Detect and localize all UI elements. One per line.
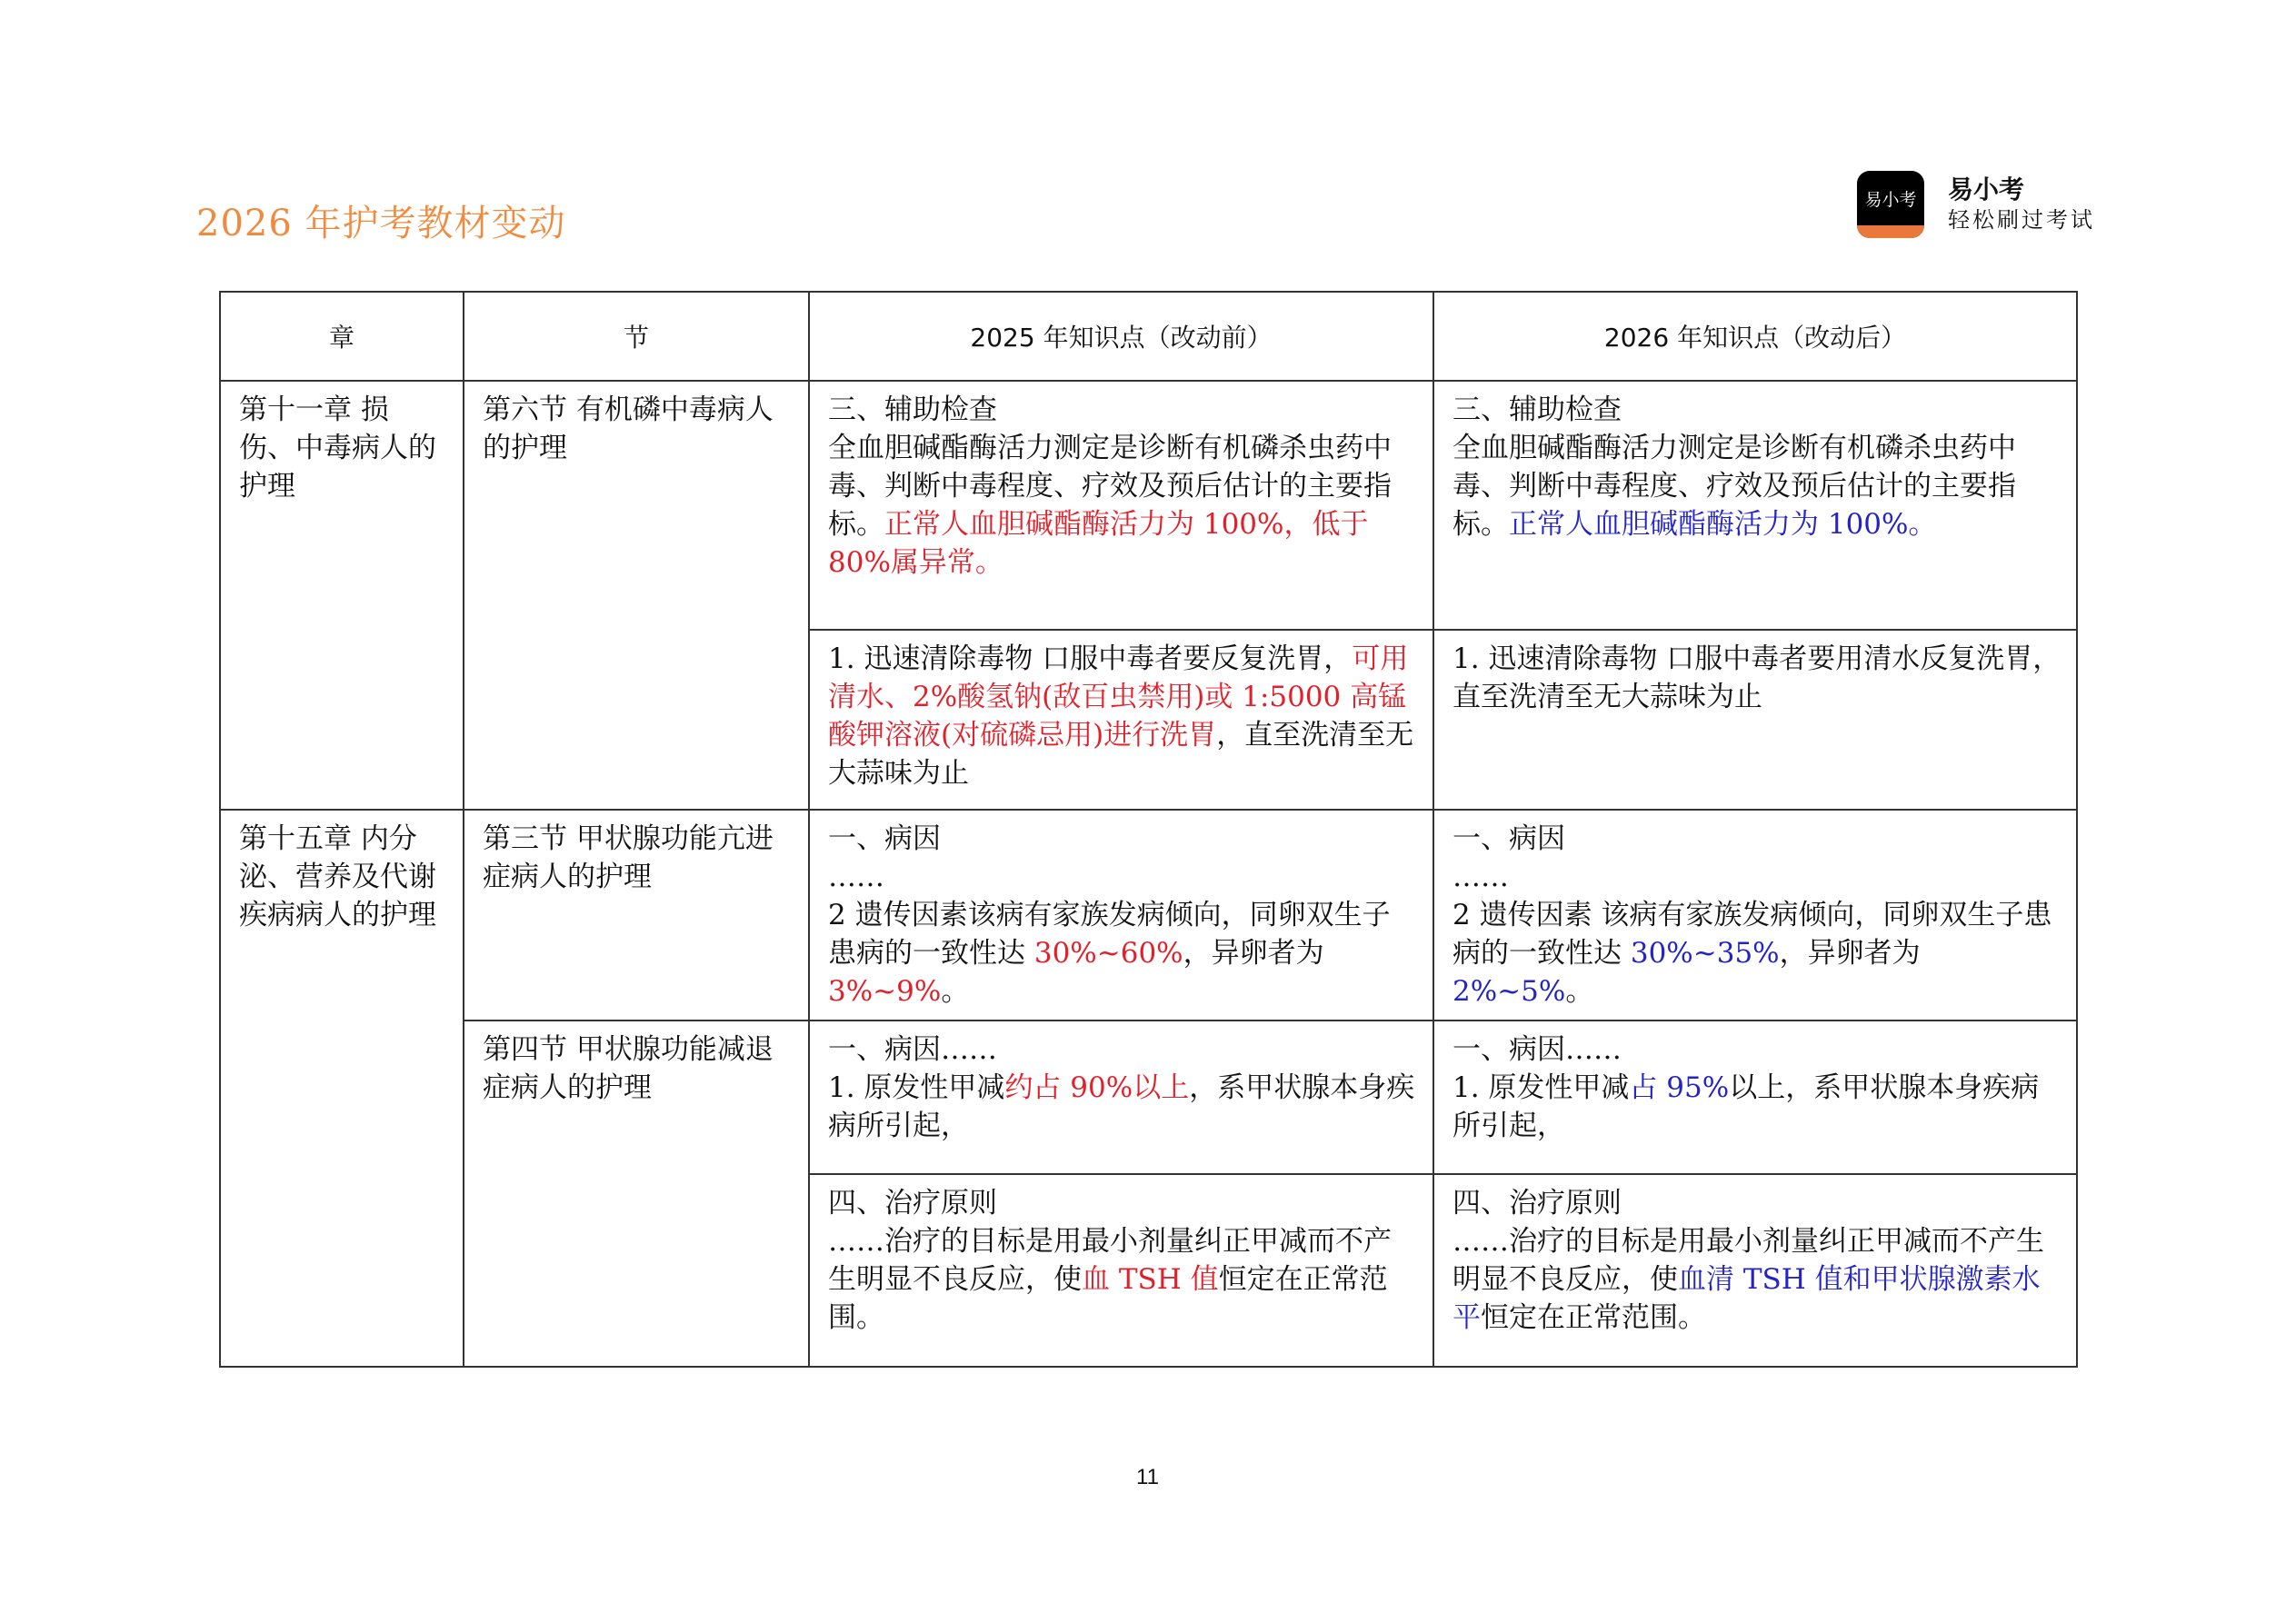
text-run: 全血胆碱酯酶活力测定是诊断有机磷杀虫药中毒、判断中毒程度、疗效及预后估计的主要指标。 — [1452, 432, 2016, 541]
removed-text-run: 3%~9% — [828, 975, 942, 1008]
removed-text-run: 约占 90%以上 — [1004, 1071, 1190, 1104]
brand-slogan: 轻松刷过考试 — [1948, 207, 2095, 233]
text-run: 三、辅助检查 — [1452, 393, 1622, 426]
removed-text-run: 正常人血胆碱酯酶活力为 100%，低于 80%属异常。 — [828, 508, 1369, 579]
text-run: 1. 原发性甲减 — [1452, 1071, 1630, 1104]
text-run: 全血胆碱酯酶活力测定是诊断有机磷杀虫药中毒、判断中毒程度、疗效及预后估计的主要指标。 — [828, 432, 1392, 541]
changes-table — [219, 291, 2078, 1368]
table-header-row — [220, 292, 2077, 381]
brand-logo-icon — [1857, 171, 1924, 238]
page-title: 2026 年护考教材变动 — [196, 203, 566, 244]
column-header-2026: 2026 年知识点（改动后） — [1433, 292, 2077, 381]
old-content — [810, 631, 1433, 802]
text-run: …… — [1452, 861, 1509, 893]
text-run: ，异卵者为 — [1779, 937, 1921, 970]
removed-text-run: 可用清水、2%酸氢钠(敌百虫禁用)或 1:5000 高锰酸钾溶液(对硫磷忌用)进行洗胃 — [828, 642, 1409, 752]
text-run: 2 遗传因素该病有家族发病倾向，同卵双生子患病的一致性达 — [828, 899, 1391, 970]
column-header-section: 节 — [464, 292, 809, 381]
text-run: …… — [828, 861, 884, 893]
removed-text-run: 血 TSH 值 — [1082, 1263, 1219, 1296]
brand-name: 易小考 — [1948, 174, 2025, 204]
section-cell — [464, 810, 809, 1021]
text-run: 四、治疗原则 — [828, 1187, 997, 1220]
brand-block — [1857, 171, 2095, 238]
text-run: 一、病因 — [828, 822, 941, 855]
old-content-cell — [809, 381, 1433, 630]
text-run: 一、病因…… — [828, 1033, 997, 1066]
text-run: 。 — [1565, 975, 1594, 1008]
text-run: 1. 迅速清除毒物 口服中毒者要反复洗胃， — [828, 642, 1353, 675]
new-content-cell — [1433, 1174, 2077, 1367]
section-label: 第六节 有机磷中毒病人的护理 — [483, 393, 774, 464]
chapter-label: 第十一章 损伤、中毒病人的护理 — [239, 393, 436, 503]
text-run: 以上，系甲状腺本身疾病所引起， — [1452, 1071, 2040, 1142]
removed-text-run: 30%~60% — [1033, 937, 1183, 970]
changed-text-run: 血清 TSH 值和甲状腺激素水平 — [1452, 1263, 2041, 1334]
changed-text-run: 30%~35% — [1630, 937, 1780, 970]
changed-text-run: 正常人血胆碱酯酶活力为 100%。 — [1509, 508, 1937, 541]
changed-text-run: 2%~5% — [1452, 975, 1566, 1008]
table-row — [220, 810, 2077, 1021]
table-row — [220, 381, 2077, 630]
section-label: 第四节 甲状腺功能减退症病人的护理 — [483, 1033, 774, 1104]
old-content-cell — [809, 1174, 1433, 1367]
text-run: ，直至洗清至无大蒜味为止 — [828, 719, 1414, 790]
text-run: 恒定在正常范围。 — [828, 1263, 1388, 1334]
page-number: 11 — [1136, 1465, 1159, 1489]
new-content — [1434, 382, 2076, 553]
text-run: 四、治疗原则 — [1452, 1187, 1622, 1220]
new-content — [1434, 1175, 2076, 1346]
text-run: 2 遗传因素 该病有家族发病倾向，同卵双生子患病的一致性达 — [1452, 899, 2052, 970]
text-run: 。 — [941, 975, 970, 1008]
text-run: ……治疗的目标是用最小剂量纠正甲减而不产生明显不良反应，使 — [1452, 1225, 2044, 1296]
text-run: 三、辅助检查 — [828, 393, 997, 426]
column-header-2025: 2025 年知识点（改动前） — [809, 292, 1433, 381]
section-label: 第三节 甲状腺功能亢进症病人的护理 — [483, 822, 774, 893]
table-row — [220, 1021, 2077, 1174]
old-content — [810, 811, 1433, 1020]
new-content-cell — [1433, 381, 2077, 630]
brand-logo-bar — [1857, 225, 1924, 238]
new-content — [1434, 811, 2076, 1020]
new-content — [1434, 631, 2076, 725]
new-content-cell — [1433, 810, 2077, 1021]
old-content — [810, 1175, 1433, 1346]
new-content — [1434, 1021, 2076, 1154]
old-content-cell — [809, 1021, 1433, 1174]
old-content — [810, 382, 1433, 591]
chapter-label: 第十五章 内分泌、营养及代谢疾病病人的护理 — [239, 822, 436, 931]
new-content-cell — [1433, 630, 2077, 810]
text-run: 一、病因 — [1452, 822, 1565, 855]
changed-text-run: 占 95% — [1629, 1071, 1730, 1104]
column-header-chapter: 章 — [220, 292, 464, 381]
old-content-cell — [809, 810, 1433, 1021]
chapter-cell — [220, 810, 464, 1367]
text-run: 1. 迅速清除毒物 口服中毒者要用清水反复洗胃，直至洗清至无大蒜味为止 — [1452, 642, 2061, 713]
text-run: ，系甲状腺本身疾病所引起， — [828, 1071, 1415, 1142]
section-cell — [464, 381, 809, 810]
text-run: 恒定在正常范围。 — [1481, 1301, 1706, 1334]
text-run: 1. 原发性甲减 — [828, 1071, 1005, 1104]
section-cell — [464, 1021, 809, 1367]
brand-logo-text: 易小考 — [1864, 190, 1917, 210]
text-run: ……治疗的目标是用最小剂量纠正甲减而不产生明显不良反应，使 — [828, 1225, 1392, 1296]
chapter-cell — [220, 381, 464, 810]
new-content-cell — [1433, 1021, 2077, 1174]
old-content-cell — [809, 630, 1433, 810]
text-run: 一、病因…… — [1452, 1033, 1622, 1066]
old-content — [810, 1021, 1433, 1154]
text-run: ，异卵者为 — [1183, 937, 1324, 970]
